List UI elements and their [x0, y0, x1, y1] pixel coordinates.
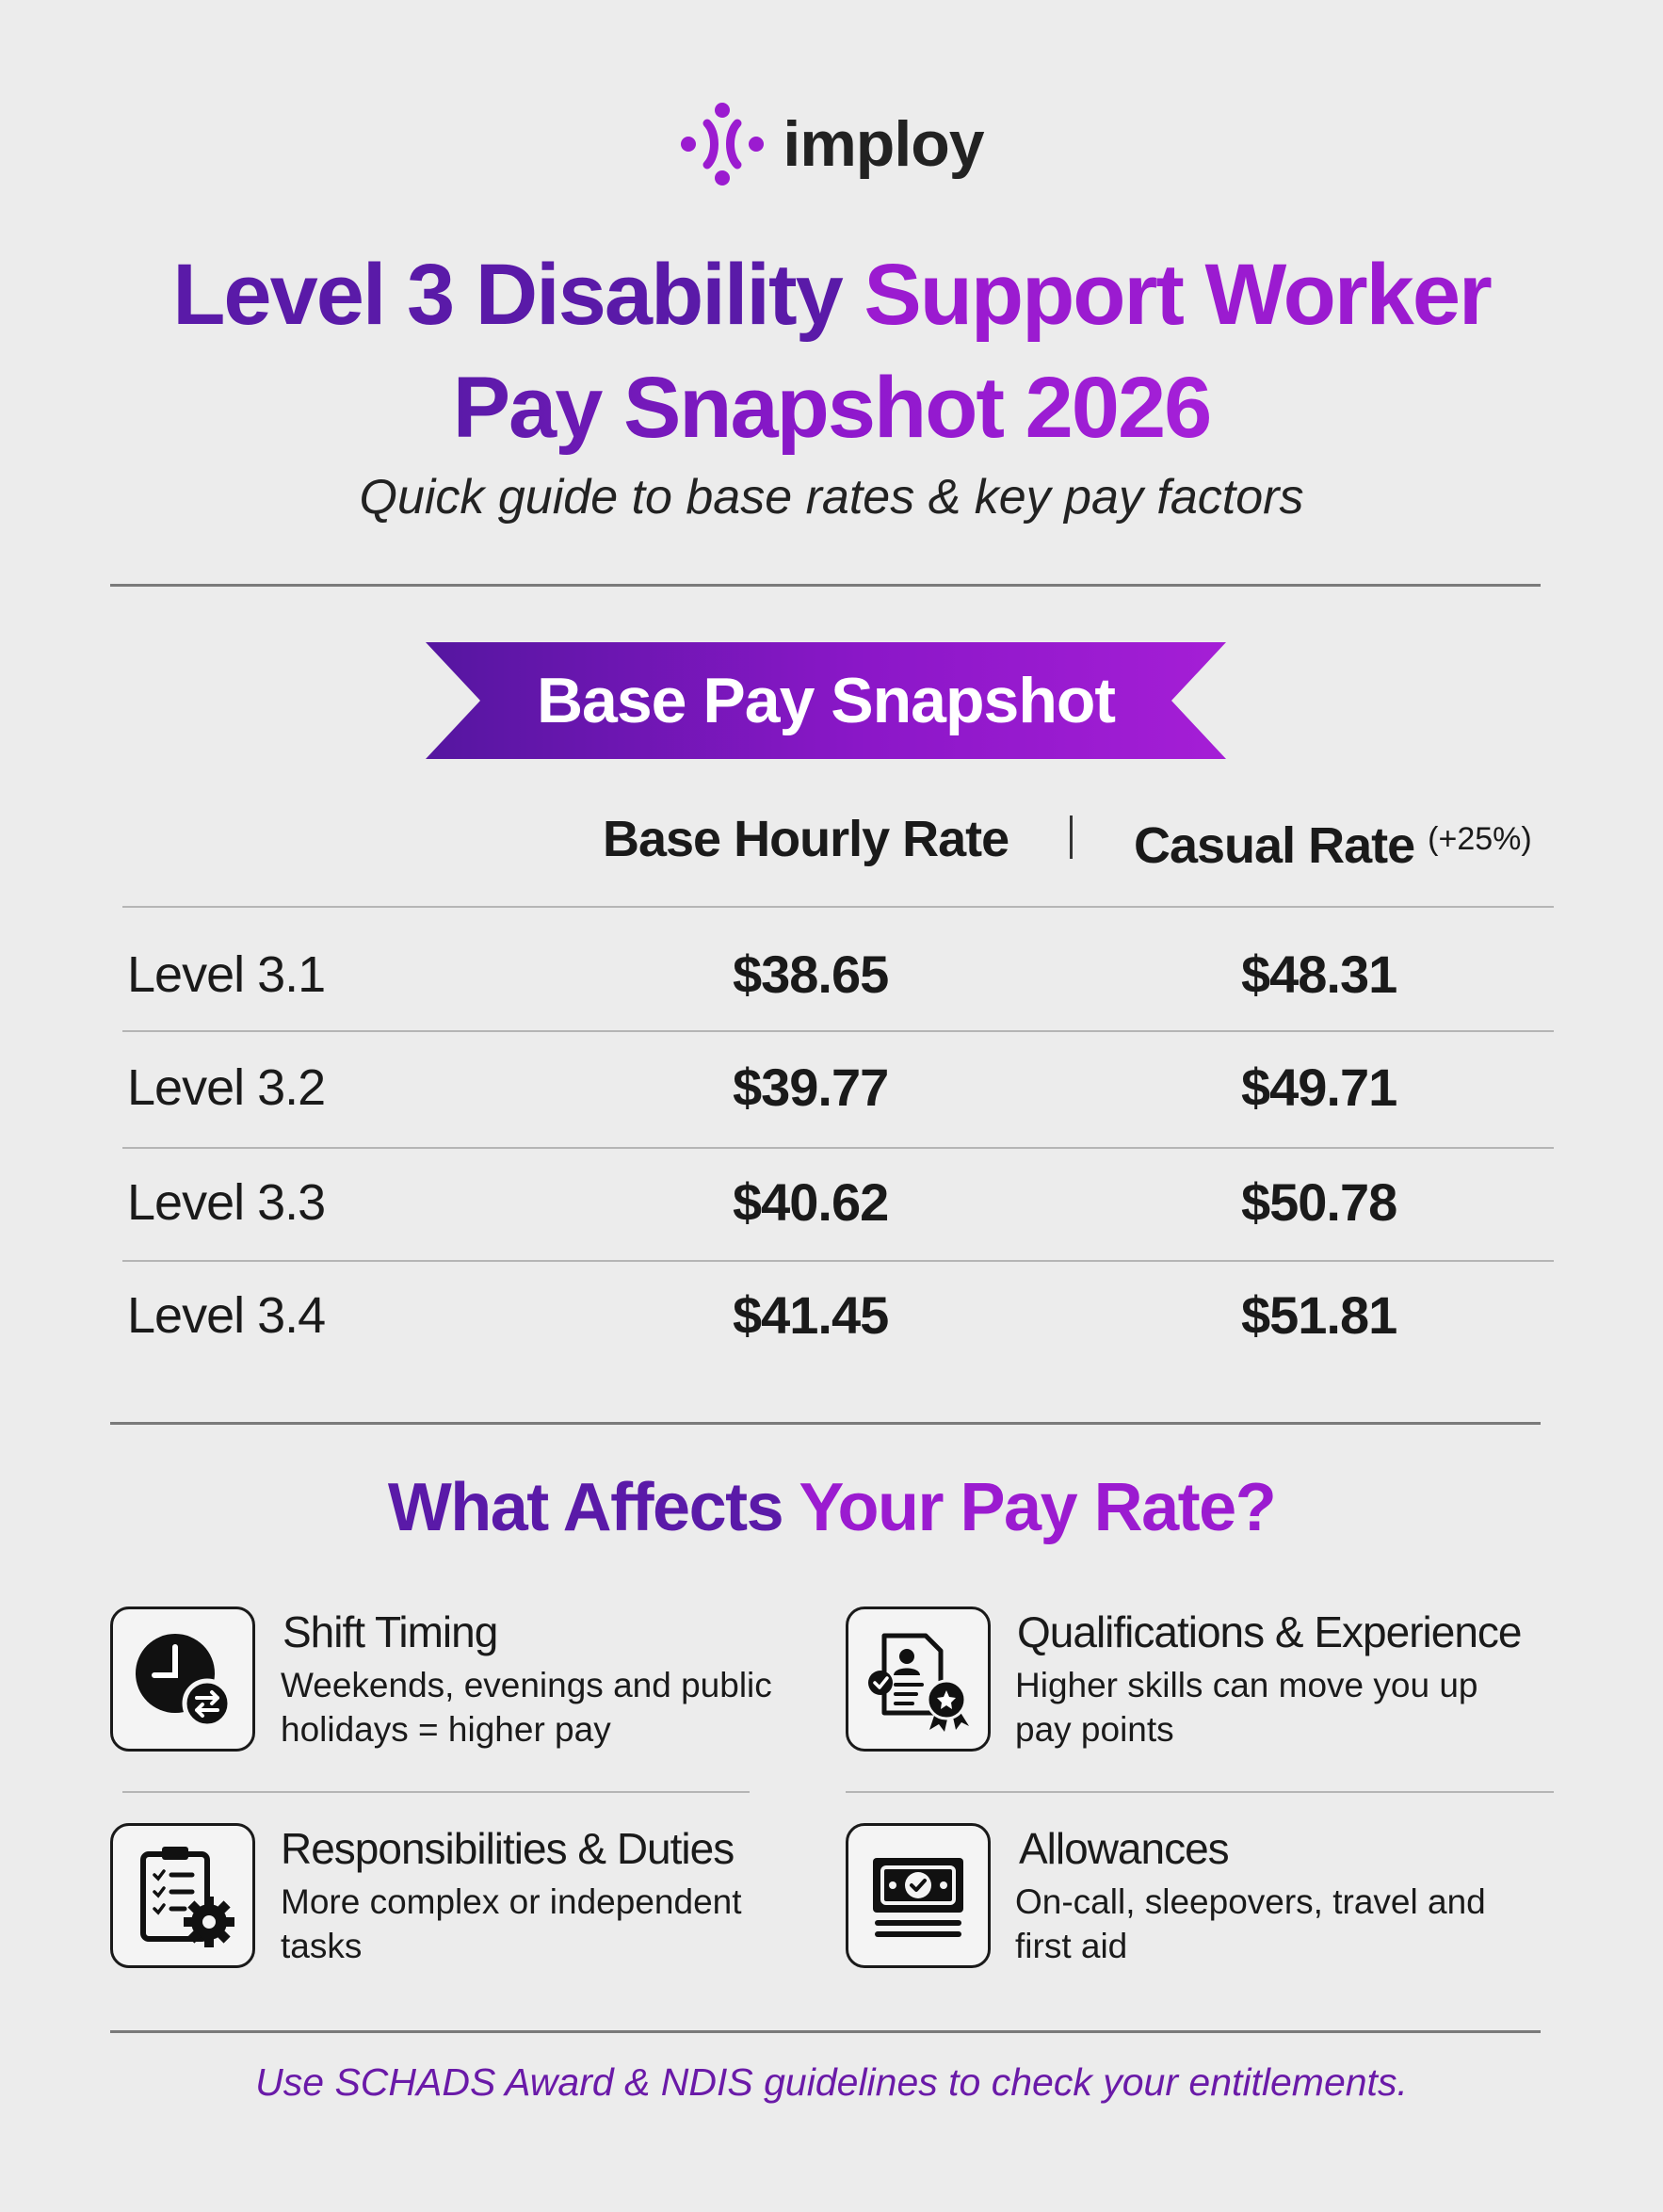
header-casual-rate: [1134, 806, 1532, 872]
banknote-check-icon: [862, 1839, 975, 1952]
factor-divider-left: [122, 1791, 750, 1793]
table-row-level: Level 3.4: [127, 1287, 326, 1344]
table-line: [122, 1147, 1554, 1149]
header-separator: [1070, 815, 1073, 859]
page-subtitle: Quick guide to base rates & key pay factors: [359, 470, 1304, 525]
factor-title: Allowances: [1019, 1824, 1229, 1873]
table-row-level: Level 3.2: [127, 1059, 326, 1116]
divider-top: [110, 584, 1541, 587]
table-row-base: $40.62: [733, 1172, 889, 1232]
divider-bottom: [110, 2030, 1541, 2033]
divider-middle: [110, 1422, 1541, 1425]
clock-swap-icon: [126, 1623, 239, 1736]
certificate-award-icon: [862, 1623, 975, 1736]
banknote-check-icon-box: [846, 1823, 991, 1968]
table-row-base: $38.65: [733, 945, 889, 1004]
header-casual-note: (+25%): [1428, 821, 1532, 857]
factor-description: On-call, sleepovers, travel and first aid: [1015, 1882, 1486, 1965]
header-casual-label: Casual Rate: [1134, 817, 1415, 874]
table-line: [122, 906, 1554, 908]
logo-wordmark: imploy: [783, 108, 984, 180]
header-base-rate: Base Hourly Rate: [603, 811, 1009, 867]
factor-divider-right: [846, 1791, 1554, 1793]
factors-heading-part-2: Your Pay Rate?: [799, 1470, 1276, 1545]
clipboard-gear-icon: [126, 1839, 239, 1952]
factors-heading: [0, 1469, 1663, 1546]
table-row-base: $39.77: [733, 1058, 889, 1117]
clock-swap-icon-box: [110, 1607, 255, 1752]
certificate-award-icon-box: [846, 1607, 991, 1752]
factors-heading-part-1: What Affects: [387, 1470, 799, 1545]
factor-description: Weekends, evenings and public holidays = higher pay: [281, 1666, 772, 1749]
table-row-casual: $51.81: [1241, 1285, 1397, 1345]
table-row-level: Level 3.1: [127, 946, 326, 1003]
table-line: [122, 1260, 1554, 1262]
brand-logo: [0, 102, 1663, 186]
table-line: [122, 1030, 1554, 1032]
factor-title: Shift Timing: [283, 1607, 498, 1656]
imploy-logo-icon: [679, 101, 766, 187]
title-part-1: Level 3 Disability: [172, 247, 864, 343]
factor-title: Qualifications & Experience: [1017, 1607, 1522, 1656]
page-title-line-2: [0, 356, 1663, 460]
table-row-casual: $49.71: [1241, 1058, 1397, 1117]
clipboard-gear-icon-box: [110, 1823, 255, 1968]
table-row-level: Level 3.3: [127, 1174, 326, 1231]
factor-description: More complex or independent tasks: [281, 1882, 742, 1965]
table-row-casual: $50.78: [1241, 1172, 1397, 1232]
banner-label: Base Pay Snapshot: [536, 665, 1116, 736]
page-title-line-1: [0, 243, 1663, 347]
title-part-2: Support Worker: [864, 247, 1491, 343]
factor-description: Higher skills can move you up pay points: [1015, 1666, 1478, 1749]
footer-note: Use SCHADS Award & NDIS guidelines to check your entitlements.: [255, 2060, 1408, 2104]
title-line-2: Pay Snapshot 2026: [452, 360, 1211, 456]
factor-title: Responsibilities & Duties: [281, 1824, 735, 1873]
table-row-base: $41.45: [733, 1285, 889, 1345]
table-row-casual: $48.31: [1241, 945, 1397, 1004]
